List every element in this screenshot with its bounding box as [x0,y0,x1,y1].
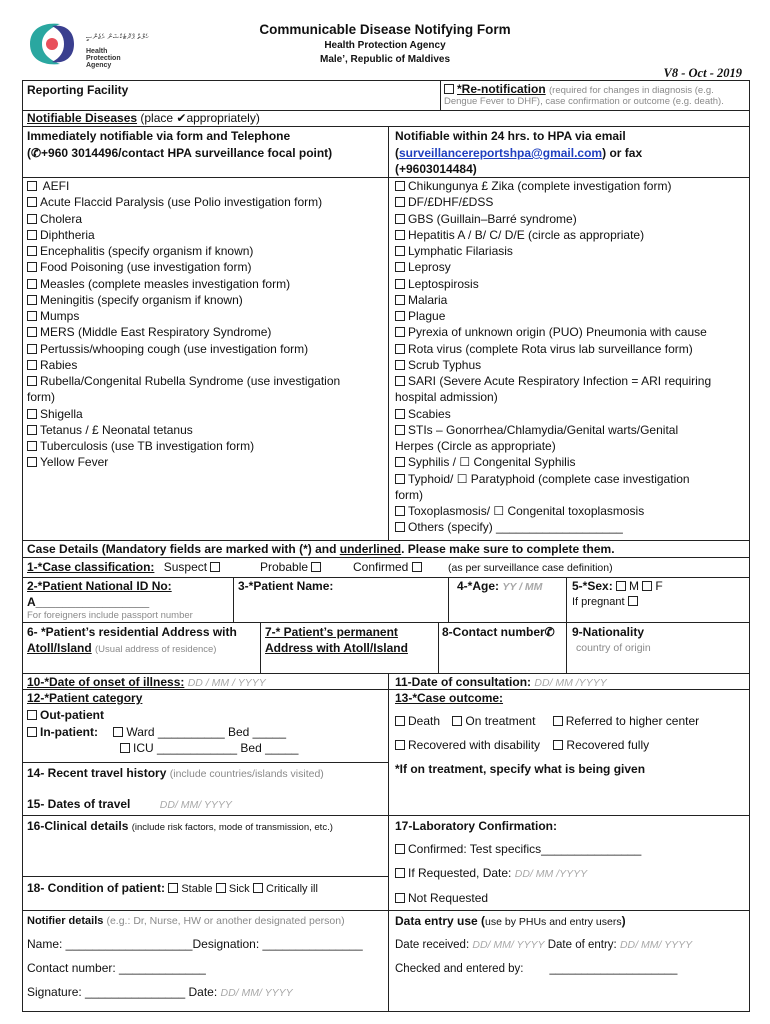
disease-label: Food Poisoning (use investigation form) [40,260,252,275]
date-received-field[interactable]: DD/ MM/ YYYY [472,939,545,951]
disease-item[interactable] [395,276,711,292]
disease-label: Rabies [40,357,78,372]
disease-label: Malaria [408,292,448,307]
disease-checkbox[interactable] [27,376,37,386]
form-title: Communicable Disease Notifying Form [259,22,511,37]
suspect-label: Suspect [163,560,208,574]
disease-item[interactable] [395,243,711,259]
recovered-fully-checkbox[interactable] [553,740,563,750]
disease-label: Leprosy [408,260,451,275]
disease-label: Rubella/Congenital Rubella Syndrome (use investigation [40,374,341,388]
ward-field[interactable]: Ward __________ Bed _____ [126,725,287,739]
clinical-details-label: 16-Clinical details [27,819,129,833]
disease-item[interactable] [27,227,340,243]
contact-number-label: 8-Contact number✆ [442,625,555,639]
disease-item[interactable] [395,357,711,373]
disease-label: Herpes (Circle as appropriate) [395,439,556,453]
disease-checkbox[interactable] [395,409,405,419]
disease-label: Pertussis/whooping cough (use investigation form) [40,341,309,356]
critical-checkbox[interactable] [253,883,263,893]
immediate-phone: (✆+960 3014496/contact HPA surveillance focal point) [27,146,333,160]
disease-item[interactable] [27,357,340,373]
patient-category-label: 12-*Patient category [27,691,143,705]
name-label[interactable]: 3-*Patient Name: [238,579,334,593]
disease-label: MERS (Middle East Respiratory Syndrome) [40,325,272,340]
disease-checkbox[interactable] [395,262,405,272]
disease-label: Measles (complete measles investigation form) [40,276,291,291]
disease-label: form) [27,390,55,405]
disease-checkbox[interactable] [395,344,405,354]
lab-not-requested-checkbox[interactable] [395,893,405,903]
disease-checkbox[interactable] [395,214,405,224]
disease-label: SARI (Severe Acute Respiratory Infection = ARI requiring [408,374,712,388]
disease-label: Chikungunya £ Zika (complete investigation form) [408,179,672,193]
lab-requested-date-field[interactable]: DD/ MM /YYYY [514,868,588,880]
disease-label: GBS (Guillain–Barré syndrome) [408,211,577,226]
disease-label: DF/£DHF/£DSS [408,195,494,210]
disease-item[interactable] [395,211,711,227]
referred-checkbox[interactable] [553,716,563,726]
travel-history-label: 14- Recent travel history [27,766,167,780]
disease-checkbox[interactable] [27,279,37,289]
disease-label: Others (specify) ___________________ [408,520,623,535]
disease-checkbox[interactable] [395,376,405,386]
clinical-details-note: (include risk factors, mode of transmission, etc.) [131,822,333,833]
probable-checkbox[interactable] [311,562,321,572]
confirmed-checkbox[interactable] [412,562,422,572]
disease-item[interactable] [395,324,711,340]
disease-checkbox[interactable] [27,360,37,370]
disease-checkbox[interactable] [27,262,37,272]
disease-item[interactable] [27,373,340,389]
disease-item[interactable] [395,308,711,324]
condition-label: 18- Condition of patient: [27,881,165,895]
lab-confirmed-checkbox[interactable] [395,844,405,854]
disease-checkbox[interactable] [27,311,37,321]
disease-label: STIs – Gonorrhea/Chlamydia/Genital warts/Genital [408,422,679,437]
pregnant-checkbox[interactable] [628,596,638,606]
disease-checkbox[interactable] [27,409,37,419]
checked-by-label: Checked and entered by: [395,963,524,975]
disease-checkbox[interactable] [395,506,405,516]
disease-item[interactable] [27,194,340,210]
disease-checkbox[interactable] [27,246,37,256]
disease-item[interactable] [395,227,711,243]
travel-dates-field[interactable]: DD/ MM/ YYYY [159,799,232,811]
disease-label: Shigella [40,406,83,421]
disease-label: Plague [408,309,446,323]
notifier-date-field[interactable]: DD/ MM/ YYYY [220,987,293,999]
disease-label: hospital admission) [395,390,498,405]
icu-field[interactable]: ICU ____________ Bed _____ [133,741,299,755]
notifier-heading-note: (e.g.: Dr, Nurse, HW or another designated person) [106,915,345,927]
residential-address-note: (Usual address of residence) [95,644,217,655]
disease-checkbox[interactable] [395,311,405,321]
lab-confirmed-field[interactable]: Confirmed: Test specifics_______________ [408,842,642,856]
disease-label: Mumps [40,309,80,323]
nid-note: For foreigners include passport number [27,610,193,621]
disease-item[interactable] [27,292,340,308]
disease-item[interactable] [395,406,711,422]
disease-label: Diphtheria [40,227,95,242]
disease-label: Hepatitis A / B/ C/ D/E (circle as appropriate) [408,227,645,242]
travel-dates-label: 15- Dates of travel [27,797,131,811]
inpatient-checkbox[interactable] [27,727,37,737]
disease-label: Pyrexia of unknown origin (PUO) Pneumonia with cause [408,325,707,340]
disease-label: Tetanus / £ Neonatal tetanus [40,422,193,437]
disease-item[interactable] [27,308,340,324]
disease-label: Scrub Typhus [408,357,482,372]
disease-item[interactable] [395,519,711,535]
disease-label: Tuberculosis (use TB investigation form) [40,439,255,453]
onset-label: 10-*Date of onset of illness: [27,675,185,689]
confirmed-label: Confirmed [353,560,409,574]
sex-f-checkbox[interactable] [642,581,652,591]
notifier-heading: Notifier details [27,915,104,927]
disease-item[interactable] [395,373,711,389]
agency-location: Male’, Republic of Maldives [319,54,451,65]
nationality-label: 9-Nationality [572,625,645,639]
disease-checkbox[interactable] [27,441,37,451]
reporting-facility-label: Reporting Facility [27,83,129,97]
sex-m-checkbox[interactable] [616,581,626,591]
disease-checkbox[interactable] [27,327,37,337]
age-field[interactable]: YY / MM [502,581,543,593]
icu-checkbox[interactable] [120,743,130,753]
disease-label: Typhoid/ ☐ Paratyphoid (complete case investigation [408,471,690,486]
logo-text-1: Health [86,48,108,55]
disease-checkbox[interactable] [27,295,37,305]
classification-note: (as per surveillance case definition) [448,562,613,574]
disease-item[interactable] [395,259,711,275]
disease-checkbox[interactable] [395,295,405,305]
disease-checkbox[interactable] [395,197,405,207]
disease-label: Cholera [40,211,83,226]
renotification-label: *Re-notification [457,82,546,96]
disease-label: Acute Flaccid Paralysis (use Polio investigation form) [40,195,323,210]
probable-label: Probable [260,560,309,574]
outcome-label: 13-*Case outcome: [395,691,504,705]
disease-checkbox[interactable] [27,344,37,354]
stable-checkbox[interactable] [168,883,178,893]
disease-checkbox[interactable] [395,474,405,484]
death-checkbox[interactable] [395,716,405,726]
within24-fax: (+9603014484) [395,162,477,176]
disease-item[interactable] [27,276,340,292]
disease-checkbox[interactable] [395,457,405,467]
disease-checkbox[interactable] [395,246,405,256]
disease-label: Rota virus (complete Rota virus lab surveillance form) [408,341,693,356]
on-treatment-checkbox[interactable] [452,716,462,726]
renotification-note: (required for changes in diagnosis (e.g. [549,85,714,96]
date-entry-field[interactable]: DD/ MM/ YYYY [619,939,693,951]
nid-label: 2-*Patient National ID No: [27,579,172,593]
disease-checkbox[interactable] [395,522,405,532]
disease-label: Encephalitis (specify organism if known) [40,244,254,258]
consultation-date-field[interactable]: DD/ MM /YYYY [534,677,607,689]
logo-dhivehi-text: ހެލްތް ޕްރޮޓެކްޝަން އެޖެންސީ [86,34,150,41]
outpatient-checkbox[interactable] [27,710,37,720]
disease-checkbox[interactable] [395,279,405,289]
notifiable-heading: Notifiable Diseases [27,111,138,125]
disease-item[interactable] [27,406,340,422]
within24-title: Notifiable within 24 hrs. to HPA via email [395,129,626,143]
disease-checkbox[interactable] [27,181,37,191]
surveillance-email-link[interactable]: surveillancereportshpa@gmail.com [399,146,603,160]
disease-label: Lymphatic Filariasis [408,244,513,258]
disease-item[interactable] [395,389,711,405]
disease-label: Yellow Fever [40,455,109,470]
permanent-address-label-2: Address with Atoll/Island [265,641,408,655]
disease-checkbox[interactable] [27,197,37,207]
within24-fax-suffix: ) or fax [602,146,643,160]
disease-label: Toxoplasmosis/ ☐ Congenital toxoplasmosis [408,504,645,518]
ward-checkbox[interactable] [113,727,123,737]
nid-field[interactable]: A_________________ [27,595,150,609]
classification-label: 1-*Case classification: [27,560,155,574]
permanent-address-label: 7-* Patient’s permanent [265,625,398,639]
form-version: V8 - Oct - 2019 [663,66,742,80]
nationality-field[interactable]: country of origin [576,642,651,654]
date-received-label: Date received: [395,939,470,951]
disease-item[interactable] [27,438,340,454]
notifier-name-field[interactable]: Name: ___________________Designation: _______________ [27,937,363,951]
disease-checkbox[interactable] [27,425,37,435]
recovered-disability-checkbox[interactable] [395,740,405,750]
within24-disease-list [395,178,711,536]
residential-address-label: 6- *Patient’s residential Address with [27,625,237,639]
disease-label: Leptospirosis [408,276,479,291]
checked-by-field[interactable]: ____________________ [549,963,678,975]
notifier-signature-field[interactable]: Signature: _______________ Date: [27,985,218,999]
disease-item[interactable] [395,292,711,308]
disease-checkbox[interactable] [395,425,405,435]
disease-item[interactable] [395,422,711,438]
pregnant-label: If pregnant [572,596,625,608]
disease-item[interactable] [27,243,340,259]
disease-checkbox[interactable] [395,360,405,370]
disease-item[interactable] [27,454,340,470]
disease-label: form) [395,487,423,502]
disease-item[interactable] [395,454,711,470]
disease-checkbox[interactable] [395,181,405,191]
renotification-checkbox[interactable] [444,84,454,94]
disease-item[interactable] [395,487,711,503]
case-details-heading: Case Details (Mandatory fields are marked with (*) and underlined. Please make sure to complete them. [27,542,615,556]
notifier-contact-field[interactable]: Contact number: _____________ [27,961,206,975]
disease-item[interactable] [27,341,340,357]
immediate-title: Immediately notifiable via form and Telephone [27,129,291,143]
lab-confirmation-label: 17-Laboratory Confirmation: [395,819,558,833]
disease-label: Scabies [408,406,451,421]
age-label: 4-*Age: [457,579,500,593]
disease-checkbox[interactable] [395,230,405,240]
treatment-specify-label: *If on treatment, specify what is being given [395,762,646,776]
disease-checkbox[interactable] [395,327,405,337]
sex-label: 5-*Sex: [572,579,613,593]
agency-name: Health Protection Agency [324,40,446,51]
data-entry-heading: Data entry use ( [395,914,486,928]
disease-item[interactable] [27,324,340,340]
onset-date-field[interactable]: DD / MM / YYYY [187,677,266,689]
disease-item[interactable] [395,471,711,487]
consultation-label: 11-Date of consultation: [395,675,532,689]
immediate-disease-list [27,178,340,471]
sick-checkbox[interactable] [216,883,226,893]
suspect-checkbox[interactable] [210,562,220,572]
disease-checkbox[interactable] [27,230,37,240]
travel-history-note: (include countries/islands visited) [169,768,324,780]
renotification-note-2: Dengue Fever to DHF), case confirmation or outcome (e.g. death). [444,96,724,107]
logo-text-3: Agency [86,62,112,69]
disease-label: AEFI [40,179,70,193]
logo-text-2: Protection [86,55,121,62]
disease-item[interactable] [27,422,340,438]
disease-item[interactable] [27,389,340,405]
disease-item[interactable] [395,194,711,210]
disease-item[interactable] [395,178,711,194]
disease-checkbox[interactable] [27,457,37,467]
disease-label: Meningitis (specify organism if known) [40,292,243,307]
disease-item[interactable] [395,438,711,454]
disease-item[interactable] [27,259,340,275]
disease-checkbox[interactable] [27,214,37,224]
notifiable-heading-suffix: (place ✔appropriately) [140,111,260,125]
disease-label: Syphilis / ☐ Congenital Syphilis [408,455,576,470]
disease-item[interactable] [27,178,340,194]
disease-item[interactable] [395,503,711,519]
lab-requested-checkbox[interactable] [395,868,405,878]
disease-item[interactable] [27,211,340,227]
date-entry-label: Date of entry: [547,939,617,951]
disease-item[interactable] [395,341,711,357]
